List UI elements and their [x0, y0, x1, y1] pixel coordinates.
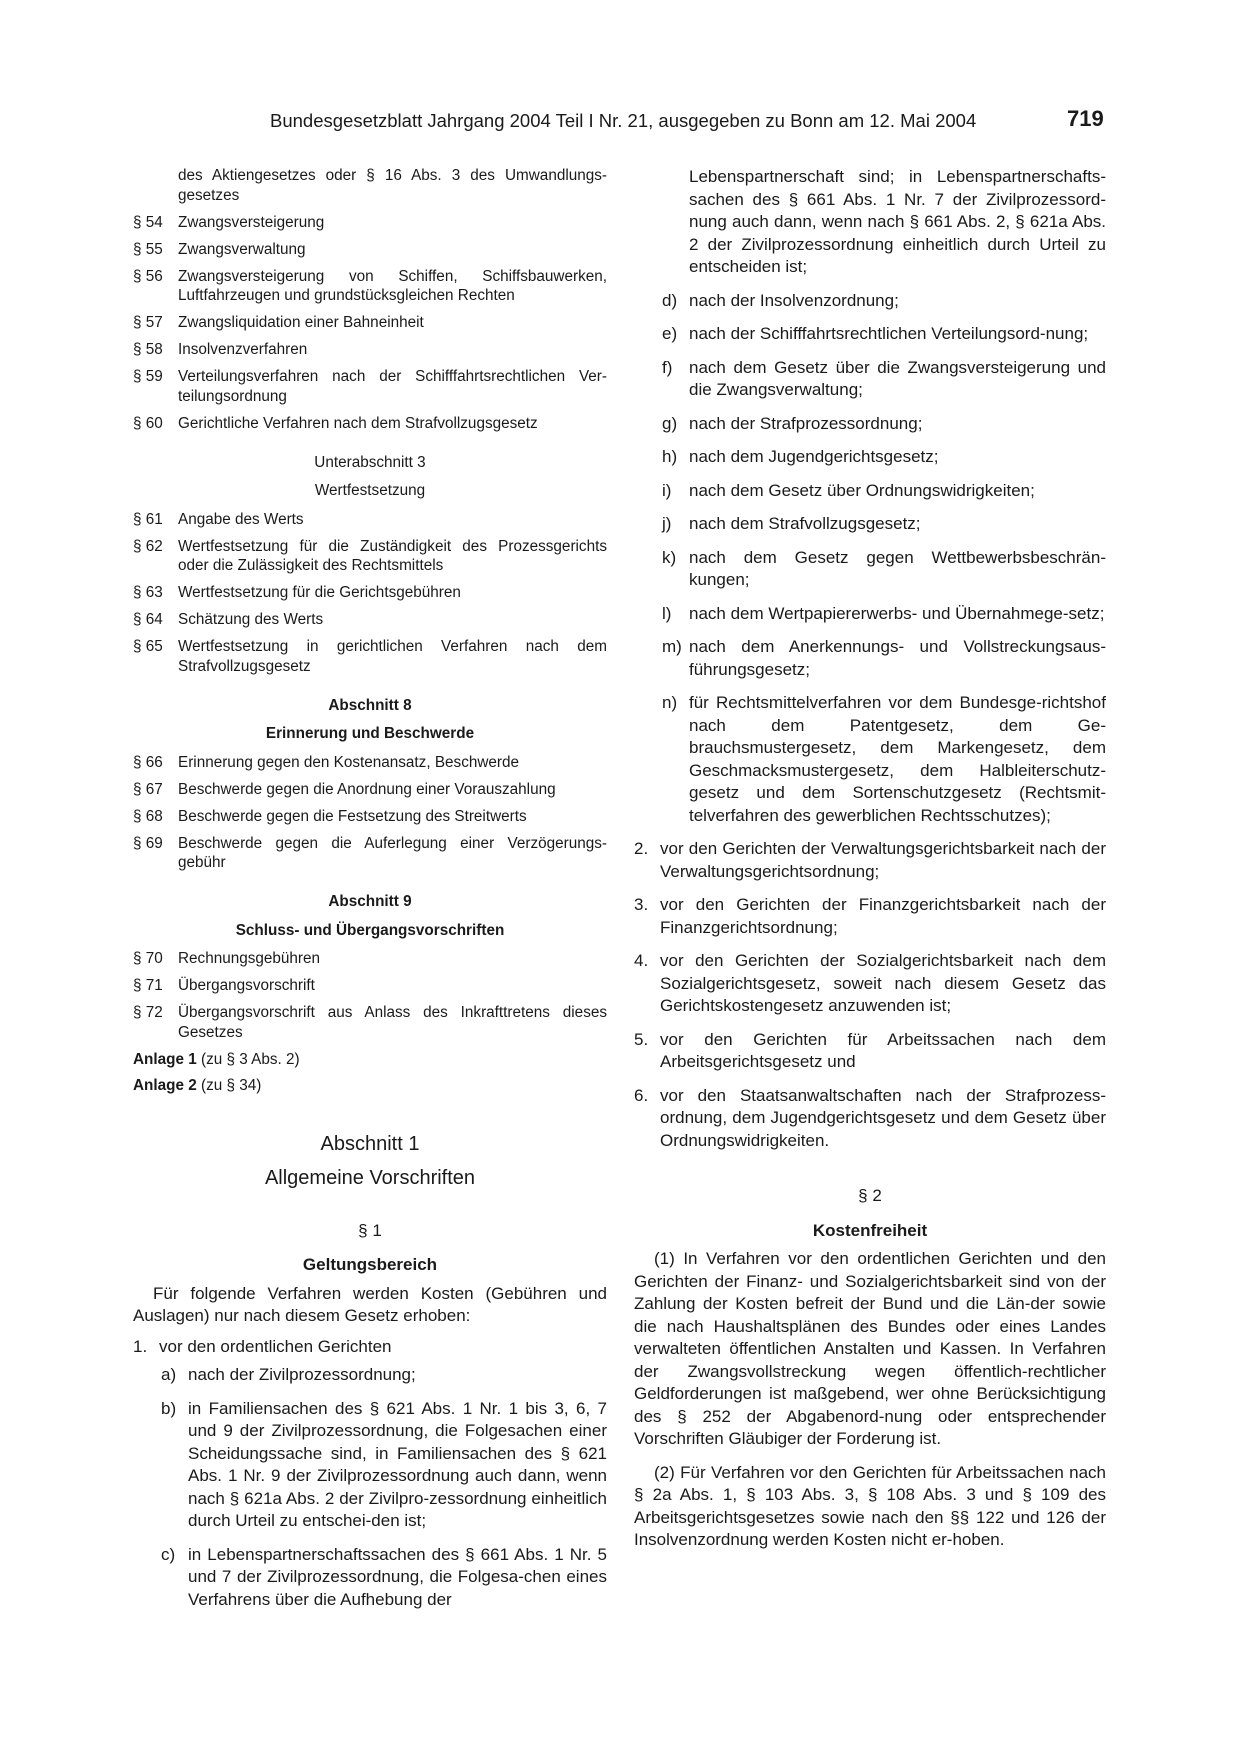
- anlage-ref: (zu § 3 Abs. 2): [196, 1050, 300, 1068]
- toc-abschnitt-title: Erinnerung und Beschwerde: [265, 725, 475, 742]
- sub-list-left: [133, 1364, 607, 1611]
- toc-number: § 68: [133, 807, 163, 825]
- toc-text: Zwangsverwaltung: [178, 240, 306, 258]
- sub-item: [662, 413, 1106, 436]
- item-label: 4.: [634, 951, 649, 970]
- toc-group-3: [133, 753, 607, 873]
- toc-text: Wertfestsetzung für die Gerichtsgebühren: [178, 584, 461, 601]
- sub-label: f): [662, 357, 673, 377]
- sub-item: [662, 290, 1106, 313]
- sub-text: nach dem Anerkennungs- und Vollstreckungsaus-führungsgesetz;: [689, 637, 1106, 679]
- toc-text: Wertfestsetzung für die Zuständigkeit des Prozessgerichts oder die Zulässigkeit des Rechtsmittels: [178, 537, 607, 574]
- item-text: vor den ordentlichen Gerichten: [159, 1336, 392, 1356]
- toc-entry[interactable]: [133, 807, 607, 827]
- sub-label: c): [161, 1544, 176, 1564]
- toc-entry[interactable]: [133, 1003, 607, 1042]
- sub-item: [662, 547, 1106, 592]
- toc-entry[interactable]: [133, 267, 607, 306]
- toc-entry[interactable]: [133, 240, 607, 260]
- sub-item: [662, 636, 1106, 681]
- sub-list-right: [634, 290, 1106, 828]
- sub-text: nach der Zivilprozessordnung;: [188, 1365, 416, 1384]
- toc-entry[interactable]: [133, 610, 607, 630]
- toc-anlage-1[interactable]: [133, 1050, 607, 1070]
- sub-label: h): [662, 447, 678, 466]
- anlage-label: Anlage 1: [133, 1050, 197, 1068]
- toc-anlage-2[interactable]: [133, 1076, 607, 1096]
- item-label: 1.: [133, 1336, 148, 1356]
- paragraph-text: (2) Für Verfahren vor den Gerichten für Arbeitssachen nach § 2a Abs. 1, § 103 Abs. 3, § 108 Abs. 3 und § 109 des Arbeitsgerichtsgesetzes sowie nach den §§ 122 und 126 der Insolvenzordnung werden Kosten nicht er-hoben.: [634, 1462, 1106, 1549]
- list-item: [634, 838, 1106, 883]
- abschnitt-title: Allgemeine Vorschriften: [264, 1166, 476, 1189]
- toc-number: § 58: [133, 341, 163, 358]
- toc-entry[interactable]: [133, 510, 607, 530]
- paragraph-title: Geltungsbereich: [302, 1255, 438, 1274]
- list-right: [634, 838, 1106, 1152]
- toc-number: § 55: [133, 240, 163, 258]
- main-text-left: [133, 1132, 607, 1612]
- toc-text: Zwangsversteigerung von Schiffen, Schiffsbauwerken, Luftfahrzeugen und grundstücksgleichen Rechten: [178, 267, 607, 304]
- toc-number: § 60: [133, 414, 163, 432]
- toc-text: Zwangsliquidation einer Bahneinheit: [178, 314, 424, 331]
- toc-entry[interactable]: [133, 340, 607, 360]
- sub-text: nach der Schifffahrtsrechtlichen Verteilungsord-nung;: [689, 324, 1089, 343]
- sub-text: nach dem Jugendgerichtsgesetz;: [689, 447, 939, 466]
- paragraph-text: (1) In Verfahren vor den ordentlichen Gerichten und den Gerichten der Finanz- und Sozialgerichtsbarkeit sind von der Zahlung der Kosten befreit der Bund und die Län-der sowie die nach Haushaltsplänen des Bundes oder eines Landes verwalteten öffentlichen Anstalten und Kassen. In Verfahren der Zwangsvollstreckung wegen öffentlich-rechtlicher Geldforderungen ist maßgebend, wer ohne Berücksichtigung des § 252 der Abgabenord-nung oder entsprechender Vorschriften Gläubiger der Forderung ist.: [634, 1249, 1106, 1448]
- sub-label: d): [662, 290, 678, 310]
- left-column: [133, 166, 607, 1622]
- sub-item: [662, 446, 1106, 469]
- sub-label: e): [662, 324, 678, 343]
- toc-number: § 69: [133, 834, 163, 852]
- sub-label: l): [662, 603, 672, 623]
- toc-entry[interactable]: [133, 367, 607, 406]
- toc-number: § 70: [133, 950, 163, 967]
- table-of-contents: [133, 166, 607, 1096]
- sub-label: j): [662, 514, 672, 533]
- page-header-title: Bundesgesetzblatt Jahrgang 2004 Teil I Nr. 21, ausgegeben zu Bonn am 12. Mai 2004: [270, 110, 977, 131]
- sub-item: [662, 480, 1106, 503]
- toc-number: § 67: [133, 780, 163, 798]
- item-text: vor den Gerichten der Finanzgerichtsbarkeit nach der Finanzgerichtsordnung;: [660, 895, 1106, 937]
- toc-text: Beschwerde gegen die Anordnung einer Vorauszahlung: [178, 780, 556, 798]
- item-label: 5.: [634, 1029, 649, 1049]
- anlage-ref: (zu § 34): [196, 1077, 262, 1094]
- toc-text: Wertfestsetzung in gerichtlichen Verfahren nach dem Strafvollzugsgesetz: [178, 638, 607, 675]
- sub-text: nach dem Wertpapiererwerbs- und Übernahmege-setz;: [689, 603, 1105, 623]
- sub-text: nach der Insolvenzordnung;: [689, 290, 899, 310]
- toc-number: § 61: [133, 510, 163, 528]
- item-label: 2.: [634, 839, 649, 858]
- toc-entry[interactable]: [133, 753, 607, 773]
- paragraph-intro: Für folgende Verfahren werden Kosten (Gebühren und Auslagen) nur nach diesem Gesetz erhoben:: [133, 1283, 607, 1325]
- abschnitt-label: Abschnitt 1: [320, 1132, 420, 1155]
- item-label: 3.: [634, 895, 649, 914]
- toc-text: Rechnungsgebühren: [178, 950, 321, 967]
- toc-text: Zwangsversteigerung: [178, 213, 325, 231]
- list-item: [133, 1336, 607, 1359]
- toc-text: Insolvenzverfahren: [178, 341, 308, 358]
- sub-item: [161, 1398, 607, 1533]
- toc-text: Schätzung des Werts: [178, 611, 324, 628]
- toc-entry[interactable]: [133, 583, 607, 603]
- toc-entry[interactable]: [133, 213, 607, 233]
- sub-item: [662, 692, 1106, 827]
- toc-unterabschnitt-title: Wertfestsetzung: [314, 482, 426, 499]
- sub-label: i): [662, 480, 672, 500]
- toc-entry[interactable]: [133, 313, 607, 333]
- toc-group-2: [133, 510, 607, 677]
- sub-item-continuation: Lebenspartnerschaft sind; in Lebenspartnerschafts-sachen des § 661 Abs. 1 Nr. 7 der Zivilprozessord-nung auch dann, wenn nach § 661 Abs. 2, § 621a Abs. 2 der Zivilprozessordnung einheitlich durch Urteil zu entscheiden ist;: [689, 167, 1106, 276]
- sub-label: k): [662, 547, 677, 567]
- toc-text: Verteilungsverfahren nach der Schifffahrtsrechtlichen Ver-teilungsordnung: [178, 368, 607, 405]
- sub-text: nach dem Strafvollzugsgesetz;: [689, 514, 921, 533]
- item-label: 6.: [634, 1085, 649, 1105]
- toc-abschnitt-label: Abschnitt 9: [328, 893, 412, 910]
- sub-label: m): [662, 637, 682, 656]
- list-item: [634, 894, 1106, 939]
- sub-item: [161, 1364, 607, 1387]
- sub-item: [662, 603, 1106, 626]
- toc-number: § 59: [133, 368, 163, 385]
- toc-text: Gerichtliche Verfahren nach dem Strafvollzugsgesetz: [178, 414, 538, 432]
- toc-number: § 65: [133, 638, 163, 655]
- toc-group-4: [133, 949, 607, 1042]
- toc-text: Angabe des Werts: [178, 510, 304, 528]
- sub-label: b): [161, 1398, 177, 1418]
- toc-number: § 71: [133, 977, 163, 994]
- item-text: vor den Gerichten der Sozialgerichtsbarkeit nach dem Sozialgerichtsgesetz, soweit nach diesem Gesetz das Gerichtskostengesetz anzuwenden ist;: [660, 951, 1106, 1015]
- sub-text: in Familiensachen des § 621 Abs. 1 Nr. 1 bis 3, 6, 7 und 9 der Zivilprozessordnung, die Folgesachen einer Scheidungssache sind, in Familiensachen des § 621 Abs. 1 Nr. 9 der Zivilprozessordnung auch dann, wenn nach § 621a Abs. 2 der Zivilpro-zessordnung einheitlich durch Urteil zu entschei-den ist;: [188, 1398, 607, 1530]
- item-text: vor den Staatsanwaltschaften nach der Strafprozess-ordnung, dem Jugendgerichtsgesetz und dem Gesetz über Ordnungswidrigkeiten.: [660, 1085, 1106, 1150]
- sub-text: nach dem Gesetz über Ordnungswidrigkeiten;: [689, 480, 1035, 500]
- toc-continuation: des Aktiengesetzes oder § 16 Abs. 3 des Umwandlungs-gesetzes: [178, 167, 607, 204]
- sub-label: a): [161, 1365, 177, 1384]
- item-text: vor den Gerichten für Arbeitssachen nach dem Arbeitsgerichtsgesetz und: [660, 1029, 1106, 1071]
- toc-text: Übergangsvorschrift aus Anlass des Inkrafttretens dieses Gesetzes: [178, 1004, 607, 1041]
- toc-number: § 63: [133, 584, 163, 601]
- toc-group-1: [133, 213, 607, 434]
- sub-text: nach dem Gesetz gegen Wettbewerbsbeschrän-kungen;: [689, 547, 1106, 589]
- toc-number: § 57: [133, 314, 163, 331]
- toc-text: Übergangsvorschrift: [178, 977, 315, 994]
- item-text: vor den Gerichten der Verwaltungsgerichtsbarkeit nach der Verwaltungsgerichtsordnung;: [660, 839, 1106, 881]
- anlage-label: Anlage 2: [133, 1077, 197, 1094]
- sub-text: in Lebenspartnerschaftssachen des § 661 Abs. 1 Nr. 5 und 7 der Zivilprozessordnung, die Folgesa-chen eines Verfahrens über die Aufhebung der: [188, 1544, 607, 1609]
- toc-entry[interactable]: [133, 780, 607, 800]
- list-item: [634, 950, 1106, 1018]
- page-number: 719: [1067, 106, 1104, 131]
- list-item: [634, 1085, 1106, 1153]
- toc-entry[interactable]: [133, 637, 607, 676]
- paragraph-symbol: § 2: [858, 1186, 882, 1205]
- toc-number: § 56: [133, 267, 163, 285]
- toc-text: Erinnerung gegen den Kostenansatz, Beschwerde: [178, 753, 520, 771]
- toc-entry[interactable]: [133, 537, 607, 576]
- sub-item: [662, 357, 1106, 402]
- toc-abschnitt-title: Schluss- und Übergangsvorschriften: [235, 921, 505, 939]
- toc-unterabschnitt-label: Unterabschnitt 3: [314, 453, 426, 471]
- toc-entry[interactable]: [133, 949, 607, 969]
- sub-label: n): [662, 693, 678, 712]
- sub-label: g): [662, 413, 678, 433]
- sub-item: [662, 323, 1106, 346]
- toc-number: § 66: [133, 753, 163, 771]
- sub-item: [662, 513, 1106, 536]
- right-column: [634, 166, 1106, 1552]
- toc-number: § 62: [133, 537, 163, 555]
- paragraph-title: Kostenfreiheit: [812, 1220, 928, 1240]
- paragraph-symbol: § 1: [358, 1220, 382, 1240]
- toc-number: § 64: [133, 611, 163, 628]
- toc-text: Beschwerde gegen die Auferlegung einer Verzögerungs-gebühr: [178, 834, 607, 871]
- toc-number: § 54: [133, 213, 163, 231]
- sub-text: nach der Strafprozessordnung;: [689, 413, 923, 433]
- sub-item: [161, 1544, 607, 1612]
- toc-text: Beschwerde gegen die Festsetzung des Streitwerts: [178, 807, 527, 825]
- toc-abschnitt-label: Abschnitt 8: [328, 696, 412, 714]
- toc-number: § 72: [133, 1004, 163, 1021]
- toc-entry[interactable]: [133, 976, 607, 996]
- toc-entry[interactable]: [133, 834, 607, 873]
- sub-text: nach dem Gesetz über die Zwangsversteigerung und die Zwangsverwaltung;: [689, 357, 1106, 399]
- sub-text: für Rechtsmittelverfahren vor dem Bundesge-richtshof nach dem Patentgesetz, dem Ge-brauchsmustergesetz, dem Markengesetz, dem Geschmacksmustergesetz, dem Halbleiterschutz-gesetz und dem Sortenschutzgesetz (Rechtsmit-telverfahren des gewerblichen Rechtsschutzes);: [689, 693, 1106, 825]
- toc-entry[interactable]: [133, 414, 607, 434]
- list-item: [634, 1029, 1106, 1074]
